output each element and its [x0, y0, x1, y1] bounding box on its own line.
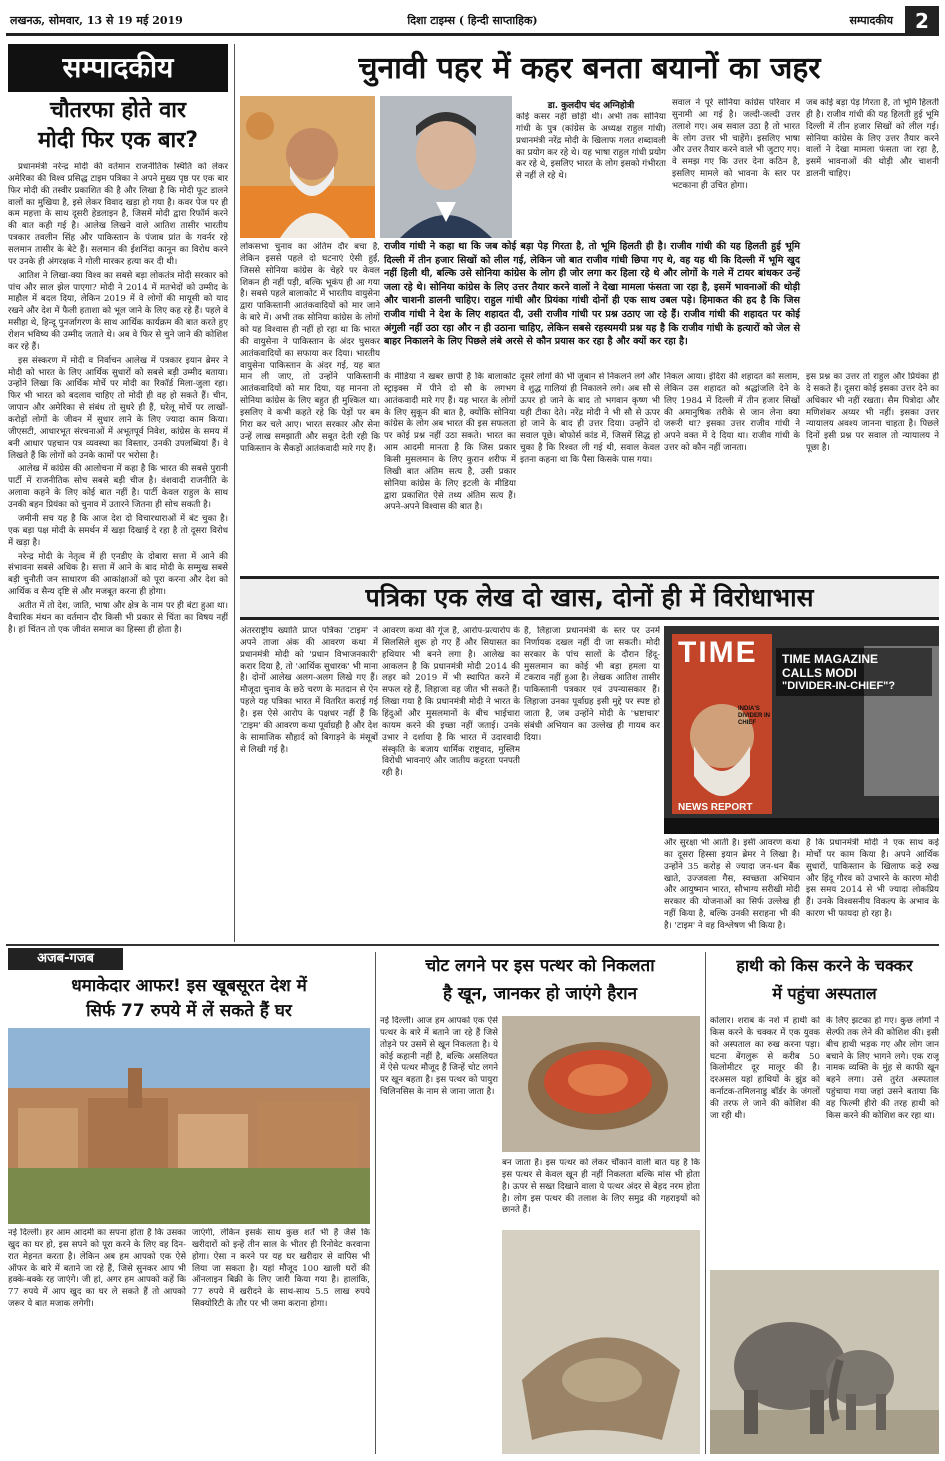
editorial-body — [8, 162, 228, 942]
time-magazine-image — [664, 626, 939, 834]
editorial-title — [8, 96, 228, 156]
time-cover-lines: INDIA'S DIVIDER IN CHIEF — [738, 706, 771, 727]
editorial-label: सम्पादकीय — [8, 44, 228, 92]
second-col-5: है कि प्रधानमंत्री मोदी ने एक साथ कई मोर्चों पर काम किया है। अपने आर्थिक सुधारों, पाकिस्तान के खिलाफ कड़े रुख और हिंदू गौरव को उभारने के कारण मोदी इस समय 2014 से भी ज्यादा लोकप्रिय हैं। उनके विश्वसनीय विकल्प के अभाव के कारण भी फायदा हो रहा है। — [806, 838, 939, 920]
town-photo — [8, 1028, 370, 1224]
editorial-title-line1: चौतरफा होते वार — [49, 98, 187, 123]
ajab-story1-headline — [8, 974, 370, 1024]
ajab-story3-headline-line1: हाथी को किस करने के चक्कर — [736, 956, 913, 975]
main-col-2: के मीडिया ने खबर छापी है कि बालाकोट स्ट्राइक्स में पीने दो सौ के लगभग आतंकवादी मारे गए हैं। यह भारत के लोगों के लिए सुकून की बात है, क्योंकि सोनिया कांग्रेस के लोग अब भारत की इस सफलता पर कोई प्रश्न नहीं उठा सकते। भारत का आम आदमी मानता है कि जिस प्रकार किसी मुसलमान के लिए कुरान शरीफ में लिखी बात अंतिम सत्य है, उसी प्रकार सोनिया कांग्रेस के लिए इटली के मीडिया द्वारा प्रकाशित ऐसे तथ्य अंतिम सत्य हैं। अपने-अपने विश्वास की बात है। — [384, 372, 516, 513]
second-headline: पत्रिका एक लेख दो खास, दोनों ही में विरोधाभास — [365, 583, 814, 612]
rajiv-gandhi-photo — [380, 96, 512, 238]
ajab-story2-headline-line2: है खून, जानकर हो जाएंगे हैरान — [442, 984, 638, 1004]
ajab-story3-headline-line2: में पहुंचा अस्पताल — [772, 984, 877, 1003]
main-col-1: लोकसभा चुनाव का अंतिम दौर बचा है, लेकिन इससे पहले दो घटनाएं ऐसी हुईं, जिससे सोनिया कांग्रेस के चेहरे पर केवल शिकन ही नहीं पड़ी, बल्कि भूकंप ही आ गया है। सबसे पहले बालाकोट में भारतीय वायुसेना द्वारा पाकिस्तानी आतंकवादियों को मार जाने के बारे में। अभी तक सोनिया कांग्रेस के लोगों को यह विश्वास ही नहीं हो रहा था कि भारत की वायुसेना ने पाकिस्तान के अंदर घुसकर आतंकवादियों का सफाया कर दिया। भारतीय वायुसेना पाकिस्तान के अंदर गई, यह बात मान ली जाए, तो उन्होंने पाकिस्तानी आतंकवादियों को मार दिया, यह मानना तो सोनिया कांग्रेस के लिए बहुत ही मुश्किल था। इसलिए वे कभी कहते रहे कि पेड़ों पर बम गिरा कर चले आए। भारत सरकार और सेना उन्हें लाख समझाती और सबूत देती रही कि पाकिस्तान के सैकड़ों आतंकवादी मारे गए हैं। — [240, 242, 380, 454]
editorial-paragraph: जमीनी सच यह है कि आज देश दो विचारधाराओं में बंट चुका है। एक बड़ा पक्ष मोदी के समर्थन में खड़ा दिखाई दे रहा है तो दूसरा विरोध में खड़ा है। — [8, 513, 228, 548]
second-col-1: अंतरराष्ट्रीय ख्याति प्राप्त पत्रिका 'टाइम' ने अपने ताजा अंक की आवरण कथा में प्रधानमंत्री मोदी को 'प्रधान विभाजनकारी' करार दिया है, तो 'आर्थिक सुधारक' भी माना है। दोनों आलेख अलग-अलग लिखे गए हैं। मौजूदा चुनाव के छठे चरण के मतदान से ऐन पहले यह पत्रिका भारत में वितरित कराई गई है। इस ऐसे आरोप के पक्षधर नहीं हैं कि 'टाइम' की आवरण कथा पूर्वाग्रही है और देश के सामाजिक सौहार्द को बिगाड़ने के मंसूबों से लिखी गई है। — [240, 626, 378, 755]
second-col-2: आवरण कथा की गूंज है, आरोप-प्रत्यारोप के सिलसिले शुरू हो गए हैं और सियासत का हथियार भी बनने लगा है। आलेख का आकलन है कि प्रधानमंत्री मोदी 2014 की लहर को 2019 में भी स्थापित करने में सफल रहे हैं, लिहाजा वह जीत भी सकते हैं। लिखा गया है कि प्रधानमंत्री मोदी ने भारत के हिंदुओं और मुसलमानों के बीच भाईचारा कायम करने की इच्छा नहीं जताई। उनके उभार ने दर्शाया है कि भारत में उदारवादी संस्कृति के बजाय धार्मिक राष्ट्रवाद, मुस्लिम विरोधी भावनाएं और जातीय कट्टरता पनपती रही है। — [382, 626, 520, 779]
masthead — [6, 6, 939, 36]
ajab-story2-headline — [380, 952, 700, 1008]
editorial-paragraph: प्रधानमंत्री नरेन्द्र मोदी की वर्तमान राजनीतिक स्थिति को लेकर अमेरिका की विश्व प्रसिद्ध टाइम पत्रिका ने अपने मुख्य पृष्ठ पर एक बार फिर मोदी की तस्वीर प्रकाशित की है और लिखा है कि मोदी फूट डालने वालों का मुखिया है, इसे लेकर विवाद खड़ा हो गया है। कवर पेज पर ही कम महत्ता के साथ दूसरी हेडलाइन है, जिसमें मोदी द्वारा रिफॉर्म करने की बात कही गई है। आलेख लिखने वाले आतिश तासीर भारतीय पत्रकार तवलीन सिंह और पाकिस्तान के पंजाब प्रांत के गवर्नर रहे सलमान तासीर के बेटे हैं। सलमान की ईशनिंदा कानून का विरोध करने पर उनके ही अंगरक्षक ने गोली मारकर हत्या कर दी थी। — [8, 162, 228, 267]
ajab-story2-col1: नई दिल्ली। आज हम आपको एक ऐसे पत्थर के बारे में बताने जा रहे हैं जिसे तोड़ने पर उसमें से खून निकलता है। ये कोई कहानी नहीं है, बल्कि असलियत में ऐसे पत्थर मौजूद हैं जिन्हें चोट लगने पर खून बहता है। इस पत्थर को पायुरा चिलिनसिस के नाम से जाना जाता है। — [380, 1016, 498, 1098]
elephant-photo — [710, 1270, 939, 1454]
editorial-paragraph: इस संस्करण में मोदी व निर्वाचन आलेख में पत्रकार इयान ब्रेमर ने मोदी को भारत के लिए आर्थिक सुधारों को सबसे बड़ी उम्मीद बताया। उन्होंने लिखा कि आर्थिक मोर्चे पर मोदी का रिकॉर्ड मिला-जुला रहा। फिर भी भारत को बदलाव चाहिए तो मोदी ही वह हो सकते हैं। चीन, जापान और अमेरिका से संबंध तो सुधरे ही हैं, घरेलू मोर्चे पर लाखों-करोड़ों लोगों के जीवन में सुधार लाने के लिए ज्यादा काम किया। जीएसटी, आधारभूत संरचनाओं में अभूतपूर्व निवेश, कांग्रेस के समय में बनी आधार पहचान पत्र व्यवस्था का विस्तार, उनकी उपलब्धियां हैं। वे लिखते हैं कि लोगों को उनके कामों पर भरोसा है। — [8, 355, 228, 461]
ajab-gajab-label: अजब-गजब — [8, 948, 123, 970]
main-col-3b: दूसरे लोगों की भी जुबान से निकलने लगे और वे शुद्ध गालियां ही निकालने लगे। अब सौ से ऊपर हो जाने के बाद तो भगवान कृष्ण भी यही टीका देते। नरेंद्र मोदी ने भी सौ से ऊपर हो जाने के बाद ही उत्तर दिया। उन्होंने दो सवाल पूछे। बोफोर्स कांड में, जिसमें सिद्ध हो चुका है कि रिश्वत ली गई थी, सवाल केवल इतना कहना था कि पैसा किसके पास गया। — [520, 372, 660, 466]
time-logo: TIME — [678, 636, 758, 669]
second-col-4: और सुरक्षा भी आती है। इसी आवरण कथा का दूसरा हिस्सा इयान ब्रेमर ने लिखा है। उन्होंने 35 करोड़ से ज्यादा जन-धन बैंक खाते, उज्जवला गैस, स्वच्छता अभियान और आयुष्मान भारत, सौभाग्य सरीखी मोदी सरकार की योजनाओं का सिर्फ उल्लेख ही नहीं किया है, बल्कि उनकी सराहना भी की है। 'टाइम' ने वह विश्लेषण भी किया है। — [664, 838, 800, 932]
main-quote: राजीव गांधी ने कहा था कि जब कोई बड़ा पेड़ गिरता है, तो भूमि हिलती ही है। राजीव गांधी की यह हिलती हुई भूमि दिल्ली में तीन हजार सिखों को लील गई, लेकिन जो बात राजीव गांधी छिपा गए थे, वह यह थी कि दिल्ली में भूमि खुद नहीं हिली थी, बल्कि उसे सोनिया कांग्रेस के लोग ही जोर लगा कर हिला रहे थे और लोगों के गले में टायर बांधकर उन्हें जला रहे थे। सोनिया कांग्रेस के लिए उत्तर तैयार करने वालों ने देखा मामला फंसता जा रहा है, इसमें भावनाओं की थोड़ी और चाशनी डालनी चाहिए। राहुल गांधी और प्रियंका गांधी दोनों ही एक साथ उबल पड़े। हिमाकत की हद है कि जिस राजीव गांधी ने देश के लिए शहादत दी, उसी राजीव गांधी पर प्रश्न उठाए जा रहे हैं। राजीव गांधी की शहादत पर कोई अंगुली नहीं उठा रहा और न ही उठाना चाहिए, लेकिन सबसे रहस्यमयी प्रश्न यह है कि राजीव गांधी के हत्यारों को जेल से बाहर निकालने के लिए पिछले लंबे अरसे से कौन प्रयास कर रहा है और क्यों कर रहा है। — [384, 241, 800, 348]
editorial-paragraph: नरेन्द्र मोदी के नेतृत्व में ही एनडीए के दोबारा सत्ता में आने की संभावना सबसे अधिक है। सत्ता में आने के बाद मोदी के सम्मुख सबसे बड़ी चुनौती जन साधारण की आकांक्षाओं को पूरा करना और देश को आर्थिक व सैन्य दृष्टि से और मजबूत करना ही होगा। — [8, 551, 228, 598]
stone-photo — [502, 1016, 700, 1152]
ajab-story3-col2: के लिए झटका हो गए। कुछ लोगों ने सेल्फी तक लेने की कोशिश की। इसी बीच हाथी भड़क गए और लोग जान बचाने के लिए भागने लगे। एक राजू नामक व्यक्ति के मुंह से काफी खून बहने लगा। उसे तुरंत अस्पताल पहुंचाया गया जहां उसने बताया कि वह फिल्मी हीरो की तरह हाथी को किस करने की कोशिश कर रहा था। — [826, 1016, 939, 1121]
time-badge-line3: "DIVIDER-IN-CHIEF"? — [782, 680, 896, 692]
time-news-report: NEWS REPORT — [678, 802, 753, 813]
masthead-date: लखनऊ, सोमवार, 13 से 19 मई 2019 — [10, 14, 183, 27]
editorial-title-line2: मोदी फिर एक बार? — [38, 128, 198, 153]
second-headline-band — [240, 576, 939, 620]
main-col-5b: इस प्रश्न का उत्तर तो राहुल और प्रियंका ही दे सकते हैं। दूसरा कोई इसका उत्तर देने का अधिकार भी नहीं रखता। सैम पित्रोदा और मणिशंकर अय्यर भी नहीं। इसका उत्तर न्यायालय अवश्य जानना चाहता है। पिछले दिनों इसी प्रश्न पर सवाल तो न्यायालय ने पूछा है। — [806, 372, 939, 454]
main-byline: डा. कुलदीप चंद अग्निहोत्री — [547, 101, 635, 111]
time-badge — [776, 648, 932, 696]
ajab-story1-headline-line1: धमाकेदार आफर! इस खूबसूरत देश में — [71, 976, 307, 996]
ajab-story1-col1: नई दिल्ली। हर आम आदमी का सपना होता है कि उसका खुद का घर हो, इस सपने को पूरा करने के लिए वह दिन-रात मेहनत करता है। लेकिन अब हम आपको एक ऐसे ऑफर के बारे में बताने जा रहे हैं, जिसे सुनकर आप भी हक्के-बक्के रह जाएंगे। जी हां, अगर हम आपको कहें कि 77 रुपये में आप खुद का घर ले सकते हैं तो आपको जरूर ये बात मजाक लगेगी। — [8, 1228, 186, 1310]
page-number: 2 — [905, 6, 939, 36]
ajab-story2-headline-line1: चोट लगने पर इस पत्थर को निकलता — [425, 956, 655, 976]
time-badge-line1: TIME MAGAZINE — [782, 652, 878, 666]
ajab-story1-headline-line2: सिर्फ 77 रुपये में लें सकते हैं घर — [86, 1001, 292, 1021]
main-headline: चुनावी पहर में कहर बनता बयानों का जहर — [358, 51, 821, 86]
ajab-story3-headline — [710, 952, 939, 1008]
ajab-story1-col2: जाएंगी, लेकिन इसके साथ कुछ शर्तें भी हैं जैसे कि खरीदारों को इन्हें तीन साल के भीतर ही रिनोवेट करवाना होगा। ऐसा न करने पर यह घर खरीदार से वापिस भी लिया जा सकता है। यहां मौजूद 100 खाली घरों की ऑनलाइन बिक्री के लिए जारी किया गया है। हालांकि, 77 रुपये में खरीदने के साथ-साथ 5.5 लाख रुपये सिक्योरिटी के तौर पर भी जमा कराना होगा। — [192, 1228, 370, 1310]
time-badge-line2: CALLS MODI — [782, 666, 857, 680]
main-col-4b: निकल आया। इंदिरा की शहादत को सलाम, लेकिन उस शहादत को श्रद्धांजलि देने के लिए 1984 में दिल्ली में तीन हजार सिखों की अमानुषिक तरीके से जान लेना क्या जरूरी था? इसका उत्तर राजीव गांधी ने अपने वक्त में दे दिया था। राजीव गांधी के उत्तर को कौन नहीं जानता। — [664, 372, 800, 454]
ajab-story2-col2: बन जाता है। इस पत्थर को लेकर चौंकाने वाली बात यह है कि इस पत्थर से केवल खून ही नहीं निकलता बल्कि मांस भी होता है। ऊपर से सख्त दिखाने वाला ये पत्थर अंदर से बेहद नरम होता है। लोग इस पत्थर की तलाश के लिए समुद्र की गहराइयों को छानते हैं। — [502, 1158, 700, 1216]
modi-photo — [240, 96, 375, 238]
section-divider — [6, 944, 939, 946]
column-divider — [234, 44, 235, 942]
ajab-story3-col1: कोलार। शराब के नशे में हाथी को किस करने के चक्कर में एक युवक को अस्पताल का रुख करना पड़ा। घटना बेंगलुरू से करीब 50 किलोमीटर दूर मालूर की है। दरअसल यहां हाथियों के झुंड को कर्नाटक-तमिलनाडु बॉर्डर के जंगलों की तरफ ले जाने की कोशिश की जा रही थी। — [710, 1016, 820, 1121]
column-divider — [375, 952, 376, 1454]
creature-photo — [502, 1230, 700, 1454]
masthead-paper-name: दिशा टाइम्स ( हिन्दी साप्ताहिक) — [407, 14, 538, 27]
main-col-4a: सवाल ने पूरे सोनिया कांग्रेस परिवार में सुनामी आ गई है। जल्दी-जल्दी उत्तर तलाशे गए। अब सवाल उठा है तो भारत के लोग उत्तर भी चाहेंगे। इसलिए भाषा और उत्तर तैयार करने वाले भी जुटाए गए। वे समझ गए कि उत्तर देना कठिन है, इसलिए मामले को भावना के स्तर पर भटकाना ही उचित होगा। — [672, 98, 800, 192]
editorial-paragraph: अतीत में तो देश, जाति, भाषा और क्षेत्र के नाम पर ही बंटा हुआ था। वैचारिक मंथन का वर्तमान दौर किसी भी प्रकार से चिंता का विषय नहीं है। हां चिंतन तो एक जीवंत समाज का हिस्सा ही होता है। — [8, 600, 228, 635]
column-divider — [705, 952, 706, 1454]
editorial-paragraph: आलेख में कांग्रेस की आलोचना में कहा है कि भारत की सबसे पुरानी पार्टी में राजनीतिक सोच सबसे बड़ी चीज है। वंशवादी राजनीति के अलावा कहने के लिए कोई बात नहीं है। पार्टी केवल राहुल के साथ उनकी बहन प्रियंका को चुनाव में उतारने जितना ही सोच सकती है। — [8, 464, 228, 511]
second-col-3: है, लिहाजा प्रधानमंत्री के स्तर पर उनमें निर्णायक दखल नहीं दी जा सकती। मोदी सरकार के पांच सालों के दौरान हिंदू-मुसलमान का कोई भी बड़ा हमला या टकराव नहीं हुआ है। लेखक आतिश तासीर पाकिस्तानी पत्रकार एवं उपन्यासकार हैं। लिहाजा उनका पूर्वाग्रह इसी मुद्दे पर स्पष्ट हो जाता है, जब उन्होंने मोदी के 'भ्रष्टाचार' संबंधी अभियान का उल्लेख ही गायब कर दिया। — [524, 626, 660, 743]
main-col-3a: कोई कसर नहीं छोड़ी थी। अभी तक सोनिया गांधी के पुत्र (कांग्रेस के अध्यक्ष राहुल गांधी) प्रधानमंत्री नरेंद्र मोदी के खिलाफ गलत शब्दावली का प्रयोग कर रहे थे। यह भाषा राहुल गांधी प्रयोग कर रहे थे, इसलिए भारत के लोग इसको गंभीरता से नहीं ले रहे थे। — [516, 112, 666, 182]
editorial-paragraph: आतिश ने लिखा-क्या विश्व का सबसे बड़ा लोकतंत्र मोदी सरकार को पांच और साल झेल पाएगा? मोदी ने 2014 में मतभेदों को उम्मीद के माहौल में बदल दिया, लेकिन 2019 में वे लोगों की मायूसी को याद रखने और देश में फैली हताशा को भूल जाने के लिए कह रहे हैं। पहले वे मसीहा थे, हिन्दू पुनर्जागरण के साथ आर्थिक कार्यक्रम की बात करते हुए रोशन भविष्य की उम्मीद जताते थे। अब वे फिर से चुने जाने की कोशिश कर रहे हैं। — [8, 270, 228, 352]
main-col-5a: जब कोई बड़ा पेड़ गिरता है, तो भूमि हिलती ही है। राजीव गांधी की यह हिलती हुई भूमि दिल्ली में तीन हजार सिखों को लील गई। सोनिया कांग्रेस के लिए उत्तर तैयार करने वालों ने देखा मामला फंसता जा रहा है, इसमें भावनाओं की थोड़ी और चाशनी डालनी चाहिए। — [806, 98, 939, 180]
masthead-section: सम्पादकीय — [849, 14, 893, 27]
